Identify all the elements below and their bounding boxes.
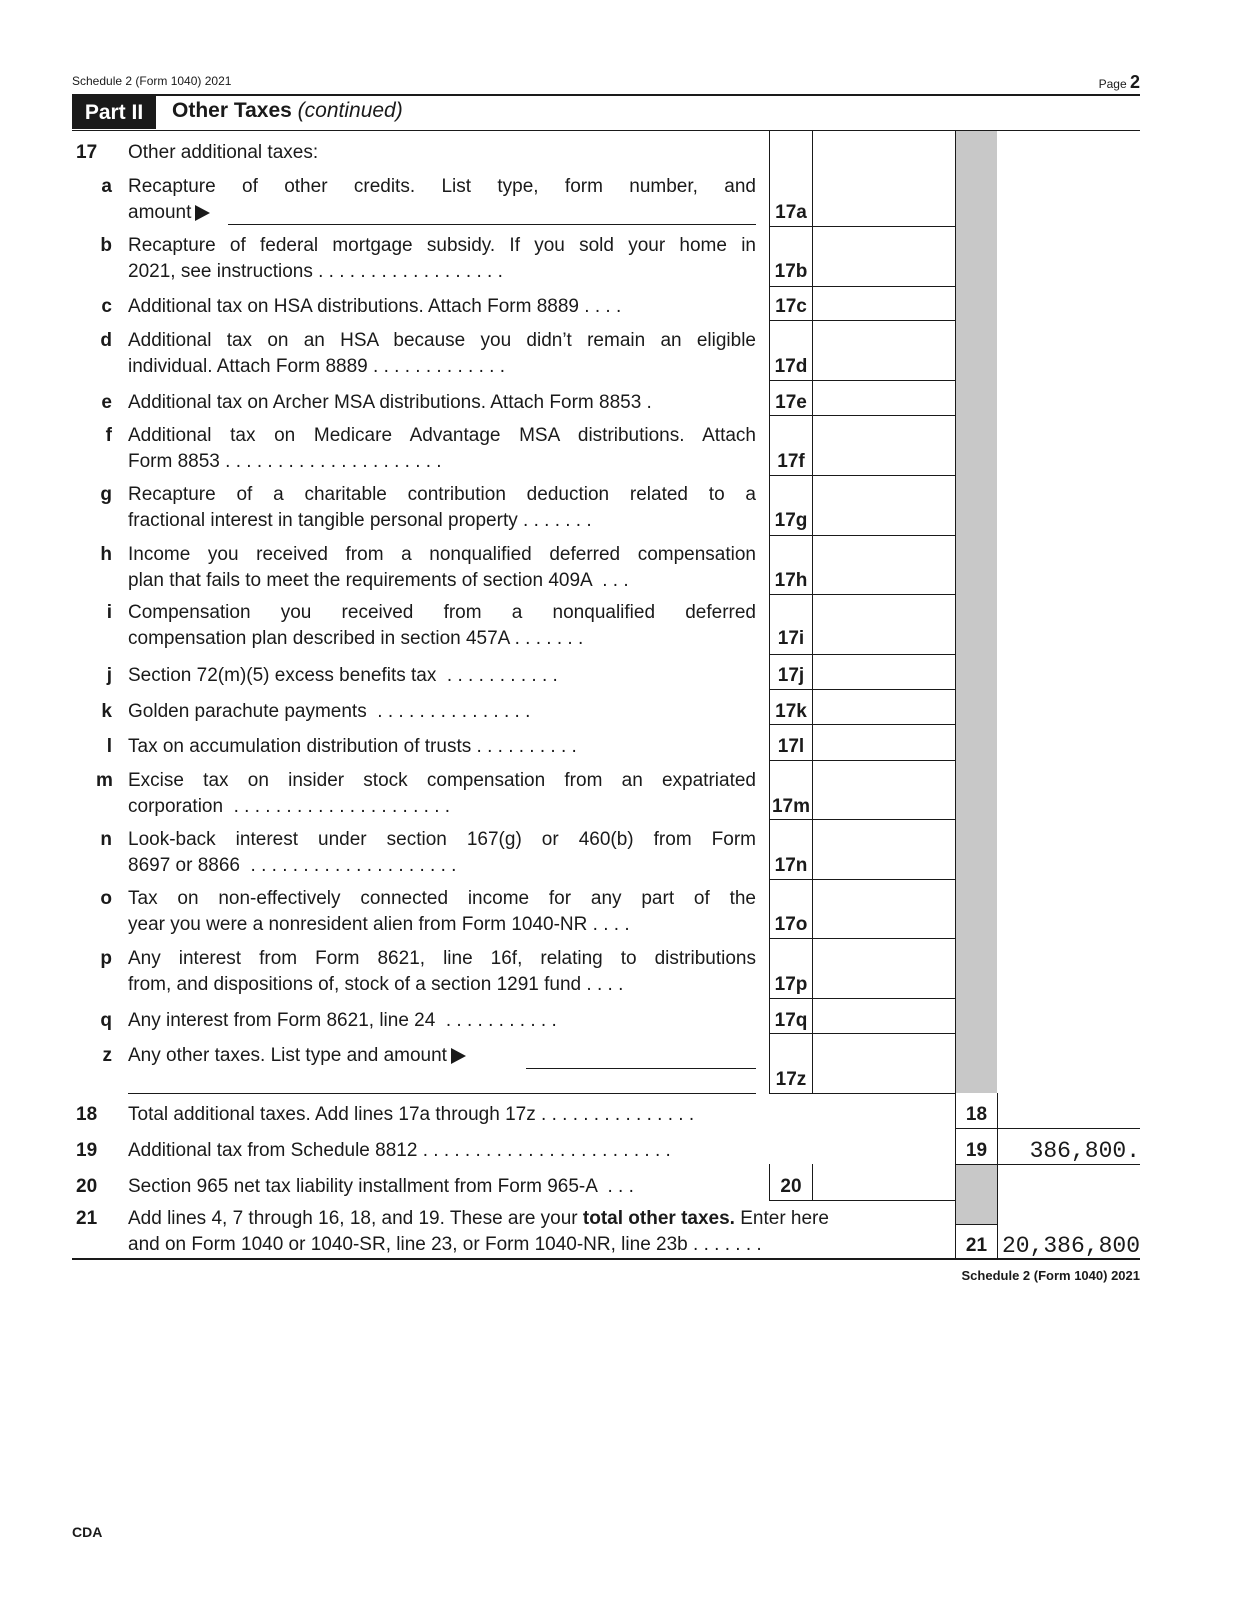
line-17j-letter: j (106, 665, 112, 686)
line-17h-line2: plan that fails to meet the requirements of section 409A (128, 570, 592, 591)
line-17c-text: Additional tax on HSA distributions. Attach Form 8889 . . . . (128, 296, 622, 317)
line-17i-text2: compensation plan described in section 457A . . . . . . . (128, 628, 584, 649)
box-19: 19 (965, 1140, 988, 1161)
line-17g-text2: fractional interest in tangible personal property . . . . . . . (128, 510, 592, 531)
line-17f-line2: Form 8853 (128, 451, 220, 472)
line-18-label: Total additional taxes. Add lines 17a through 17z (128, 1104, 536, 1125)
box-17f: 17f (777, 451, 805, 472)
footer-form-title: Schedule 2 (Form 1040) 2021 (961, 1268, 1140, 1283)
box-17a: 17a (775, 202, 807, 223)
line-17a-text2 (128, 200, 756, 226)
line-21-number: 21 (76, 1208, 98, 1229)
row-divider (769, 1033, 955, 1034)
line-17n-text: Look-back interest under section 167(g) or 460(b) from Form (128, 829, 756, 850)
row-divider (769, 938, 955, 939)
line-17o-letter: o (100, 888, 112, 909)
line-17d-letter: d (100, 330, 112, 351)
box-17m: 17m (771, 796, 811, 817)
line-17f-text2: Form 8853 . . . . . . . . . . . . . . . . . . . . . (128, 451, 442, 472)
line-17g-text: Recapture of a charitable contribution deduction related to a (128, 484, 756, 505)
line-17c-letter: c (101, 296, 112, 317)
line-17b-letter: b (100, 235, 112, 256)
line-19-text: Additional tax from Schedule 8812 . . . . . . . . . . . . . . . . . . . . . . . . (128, 1140, 671, 1161)
line-17o-text: Tax on non-effectively connected income for any part of the (128, 888, 756, 909)
row-divider (769, 654, 955, 655)
row-divider (769, 724, 955, 725)
box-18: 18 (965, 1104, 988, 1125)
line-17m-letter: m (96, 770, 113, 791)
label-col-right-border (812, 131, 813, 1093)
row-divider (769, 879, 955, 880)
arrow-icon (451, 1048, 466, 1064)
line-17n-line2: 8697 or 8866 (128, 855, 240, 876)
box-17c: 17c (775, 296, 807, 317)
line-17z-line1: Any other taxes. List type and amount (128, 1045, 447, 1066)
row-divider (769, 819, 955, 820)
row-divider (769, 286, 955, 287)
row-divider (769, 415, 955, 416)
box-17d: 17d (774, 356, 808, 377)
line-17a-letter: a (101, 176, 112, 197)
line-20-number: 20 (76, 1176, 98, 1197)
line-17k-line1: Golden parachute payments (128, 701, 367, 722)
line-17n-letter: n (100, 829, 112, 850)
row18-divider (956, 1128, 1140, 1129)
row21-top (956, 1224, 997, 1225)
line-17g-letter: g (100, 484, 112, 505)
line-17m-line2: corporation (128, 796, 224, 817)
row-divider (769, 380, 955, 381)
line-17k-letter: k (101, 701, 112, 722)
line-19-amount[interactable]: 386,800. (1029, 1138, 1140, 1164)
row-divider (769, 475, 955, 476)
part-title (172, 99, 403, 123)
line-17i-text: Compensation you received from a nonqualified deferred (128, 602, 756, 623)
row-divider (769, 226, 955, 227)
page-number-value: 2 (1129, 72, 1140, 92)
line-17a-line2: amount (128, 202, 192, 223)
row-divider (769, 594, 955, 595)
line-18-text: Total additional taxes. Add lines 17a through 17z . . . . . . . . . . . . . . . (128, 1104, 695, 1125)
box-17z: 17z (775, 1069, 807, 1090)
row20-divider (769, 1200, 955, 1201)
line-17m-text: Excise tax on insider stock compensation from an expatriated (128, 770, 756, 791)
line-20-label: Section 965 net tax liability installment from Form 965-A (128, 1176, 597, 1197)
box-17l: 17l (777, 736, 805, 757)
header-rule (72, 94, 1140, 96)
box-17p: 17p (774, 974, 808, 995)
page-number (1099, 72, 1140, 93)
line-17e-letter: e (101, 392, 112, 413)
line-17h-text2: plan that fails to meet the requirements of section 409A . . . (128, 570, 629, 591)
row-divider (769, 998, 955, 999)
line-17z-letter: z (102, 1045, 112, 1066)
part-title-text: Other Taxes (172, 99, 292, 122)
arrow-icon (195, 205, 210, 221)
line-17p-line2: from, and dispositions of, stock of a section 1291 fund (128, 974, 582, 995)
line-21-text-post: Enter here (734, 1208, 829, 1229)
form-header-title: Schedule 2 (Form 1040) 2021 (72, 74, 232, 88)
line-17q-line1: Any interest from Form 8621, line 24 (128, 1010, 436, 1031)
page-label: Page (1098, 77, 1127, 91)
line-17n-text2: 8697 or 8866 . . . . . . . . . . . . . . . . . . . . (128, 855, 457, 876)
line-19-number: 19 (76, 1140, 98, 1161)
line-17j-line1: Section 72(m)(5) excess benefits tax (128, 665, 437, 686)
line-18-number: 18 (76, 1104, 98, 1125)
amount-col-right-border (955, 131, 956, 1258)
box20-right-border (812, 1164, 813, 1200)
row-divider (769, 320, 955, 321)
row-divider (769, 760, 955, 761)
box-20: 20 (780, 1176, 802, 1197)
line-17o-line2: year you were a nonresident alien from Form 1040-NR (128, 914, 588, 935)
label-col-left-border (769, 131, 770, 1093)
box-17n: 17n (774, 855, 808, 876)
box-17q: 17q (774, 1010, 808, 1031)
footer-code: CDA (72, 1524, 103, 1540)
line-17c-line1: Additional tax on HSA distributions. Attach Form 8889 (128, 296, 579, 317)
line-21-text-bold: total other taxes. (582, 1208, 735, 1229)
line-17-number: 17 (76, 142, 98, 163)
box-17g: 17g (774, 510, 808, 531)
line-21-line2: and on Form 1040 or 1040-SR, line 23, or Form 1040-NR, line 23b (128, 1234, 688, 1255)
line-17b-line2: 2021, see instructions (128, 261, 313, 282)
line-17z-write-field[interactable] (526, 1068, 756, 1069)
line-17z-text (128, 1043, 756, 1069)
line-17i-line2: compensation plan described in section 457A (128, 628, 510, 649)
box-17i: 17i (777, 628, 805, 649)
line-17f-letter: f (105, 425, 112, 446)
row-divider (769, 535, 955, 536)
line-20-text: Section 965 net tax liability installment from Form 965-A . . . (128, 1176, 634, 1197)
part-badge: Part II (72, 96, 156, 129)
box20-left-border (769, 1164, 770, 1200)
box-17e: 17e (775, 392, 807, 413)
line-17d-text2: individual. Attach Form 8889 . . . . . . . . . . . . . (128, 356, 506, 377)
box-17k: 17k (775, 701, 807, 722)
line-17-text: Other additional taxes: (128, 142, 319, 163)
line-17k-text: Golden parachute payments . . . . . . . . . . . . . . . (128, 701, 531, 722)
box-21: 21 (965, 1235, 988, 1256)
line-17d-line2: individual. Attach Form 8889 (128, 356, 368, 377)
line-17p-text2: from, and dispositions of, stock of a section 1291 fund . . . . (128, 974, 624, 995)
line-17a-write-field[interactable] (228, 224, 756, 225)
line-17p-letter: p (100, 948, 112, 969)
line-17q-letter: q (100, 1010, 112, 1031)
line-17o-text2: year you were a nonresident alien from Form 1040-NR . . . . (128, 914, 630, 935)
box-17h: 17h (774, 570, 808, 591)
line-17l-letter: l (106, 736, 112, 757)
line-21-amount[interactable]: 20,386,800 (1001, 1233, 1140, 1259)
line-17f-text: Additional tax on Medicare Advantage MSA distributions. Attach (128, 425, 756, 446)
line-17b-text: Recapture of federal mortgage subsidy. If you sold your home in (128, 235, 756, 256)
box-17b: 17b (774, 261, 808, 282)
line-17g-line2: fractional interest in tangible personal property (128, 510, 518, 531)
line-17l-line1: Tax on accumulation distribution of trusts (128, 736, 472, 757)
line-19-label: Additional tax from Schedule 8812 (128, 1140, 418, 1161)
line-17e-text: Additional tax on Archer MSA distributions. Attach Form 8853 . (128, 392, 652, 413)
row-divider (769, 1093, 955, 1094)
line-17m-text2: corporation . . . . . . . . . . . . . . . . . . . . . (128, 796, 451, 817)
line-21-text-pre: Add lines 4, 7 through 16, 18, and 19. These are your (128, 1208, 583, 1229)
row19-divider (956, 1164, 1140, 1165)
part-subtitle: (continued) (297, 99, 403, 122)
row-divider (769, 689, 955, 690)
shaded-column (956, 131, 997, 1093)
line-17a-text: Recapture of other credits. List type, form number, and (128, 176, 756, 197)
line-21-text2: and on Form 1040 or 1040-SR, line 23, or Form 1040-NR, line 23b . . . . . . . (128, 1234, 762, 1255)
bottom-rule (72, 1258, 1140, 1260)
line-17i-letter: i (106, 602, 112, 623)
line-17l-text: Tax on accumulation distribution of trusts . . . . . . . . . . (128, 736, 577, 757)
line-17h-text: Income you received from a nonqualified deferred compensation (128, 544, 756, 565)
shaded-cell-20 (956, 1164, 997, 1224)
line-17b-text2: 2021, see instructions . . . . . . . . . . . . . . . . . . (128, 261, 503, 282)
line-17d-text: Additional tax on an HSA because you didn’t remain an eligible (128, 330, 756, 351)
box-17j: 17j (777, 665, 805, 686)
line-17j-text: Section 72(m)(5) excess benefits tax . . . . . . . . . . . (128, 665, 558, 686)
line17z-bottom-rule (128, 1093, 756, 1094)
line-17q-text: Any interest from Form 8621, line 24 . . . . . . . . . . . (128, 1010, 557, 1031)
line-17p-text: Any interest from Form 8621, line 16f, relating to distributions (128, 948, 756, 969)
box-17o: 17o (774, 914, 808, 935)
line-21-text (128, 1206, 943, 1232)
line-17h-letter: h (100, 544, 112, 565)
